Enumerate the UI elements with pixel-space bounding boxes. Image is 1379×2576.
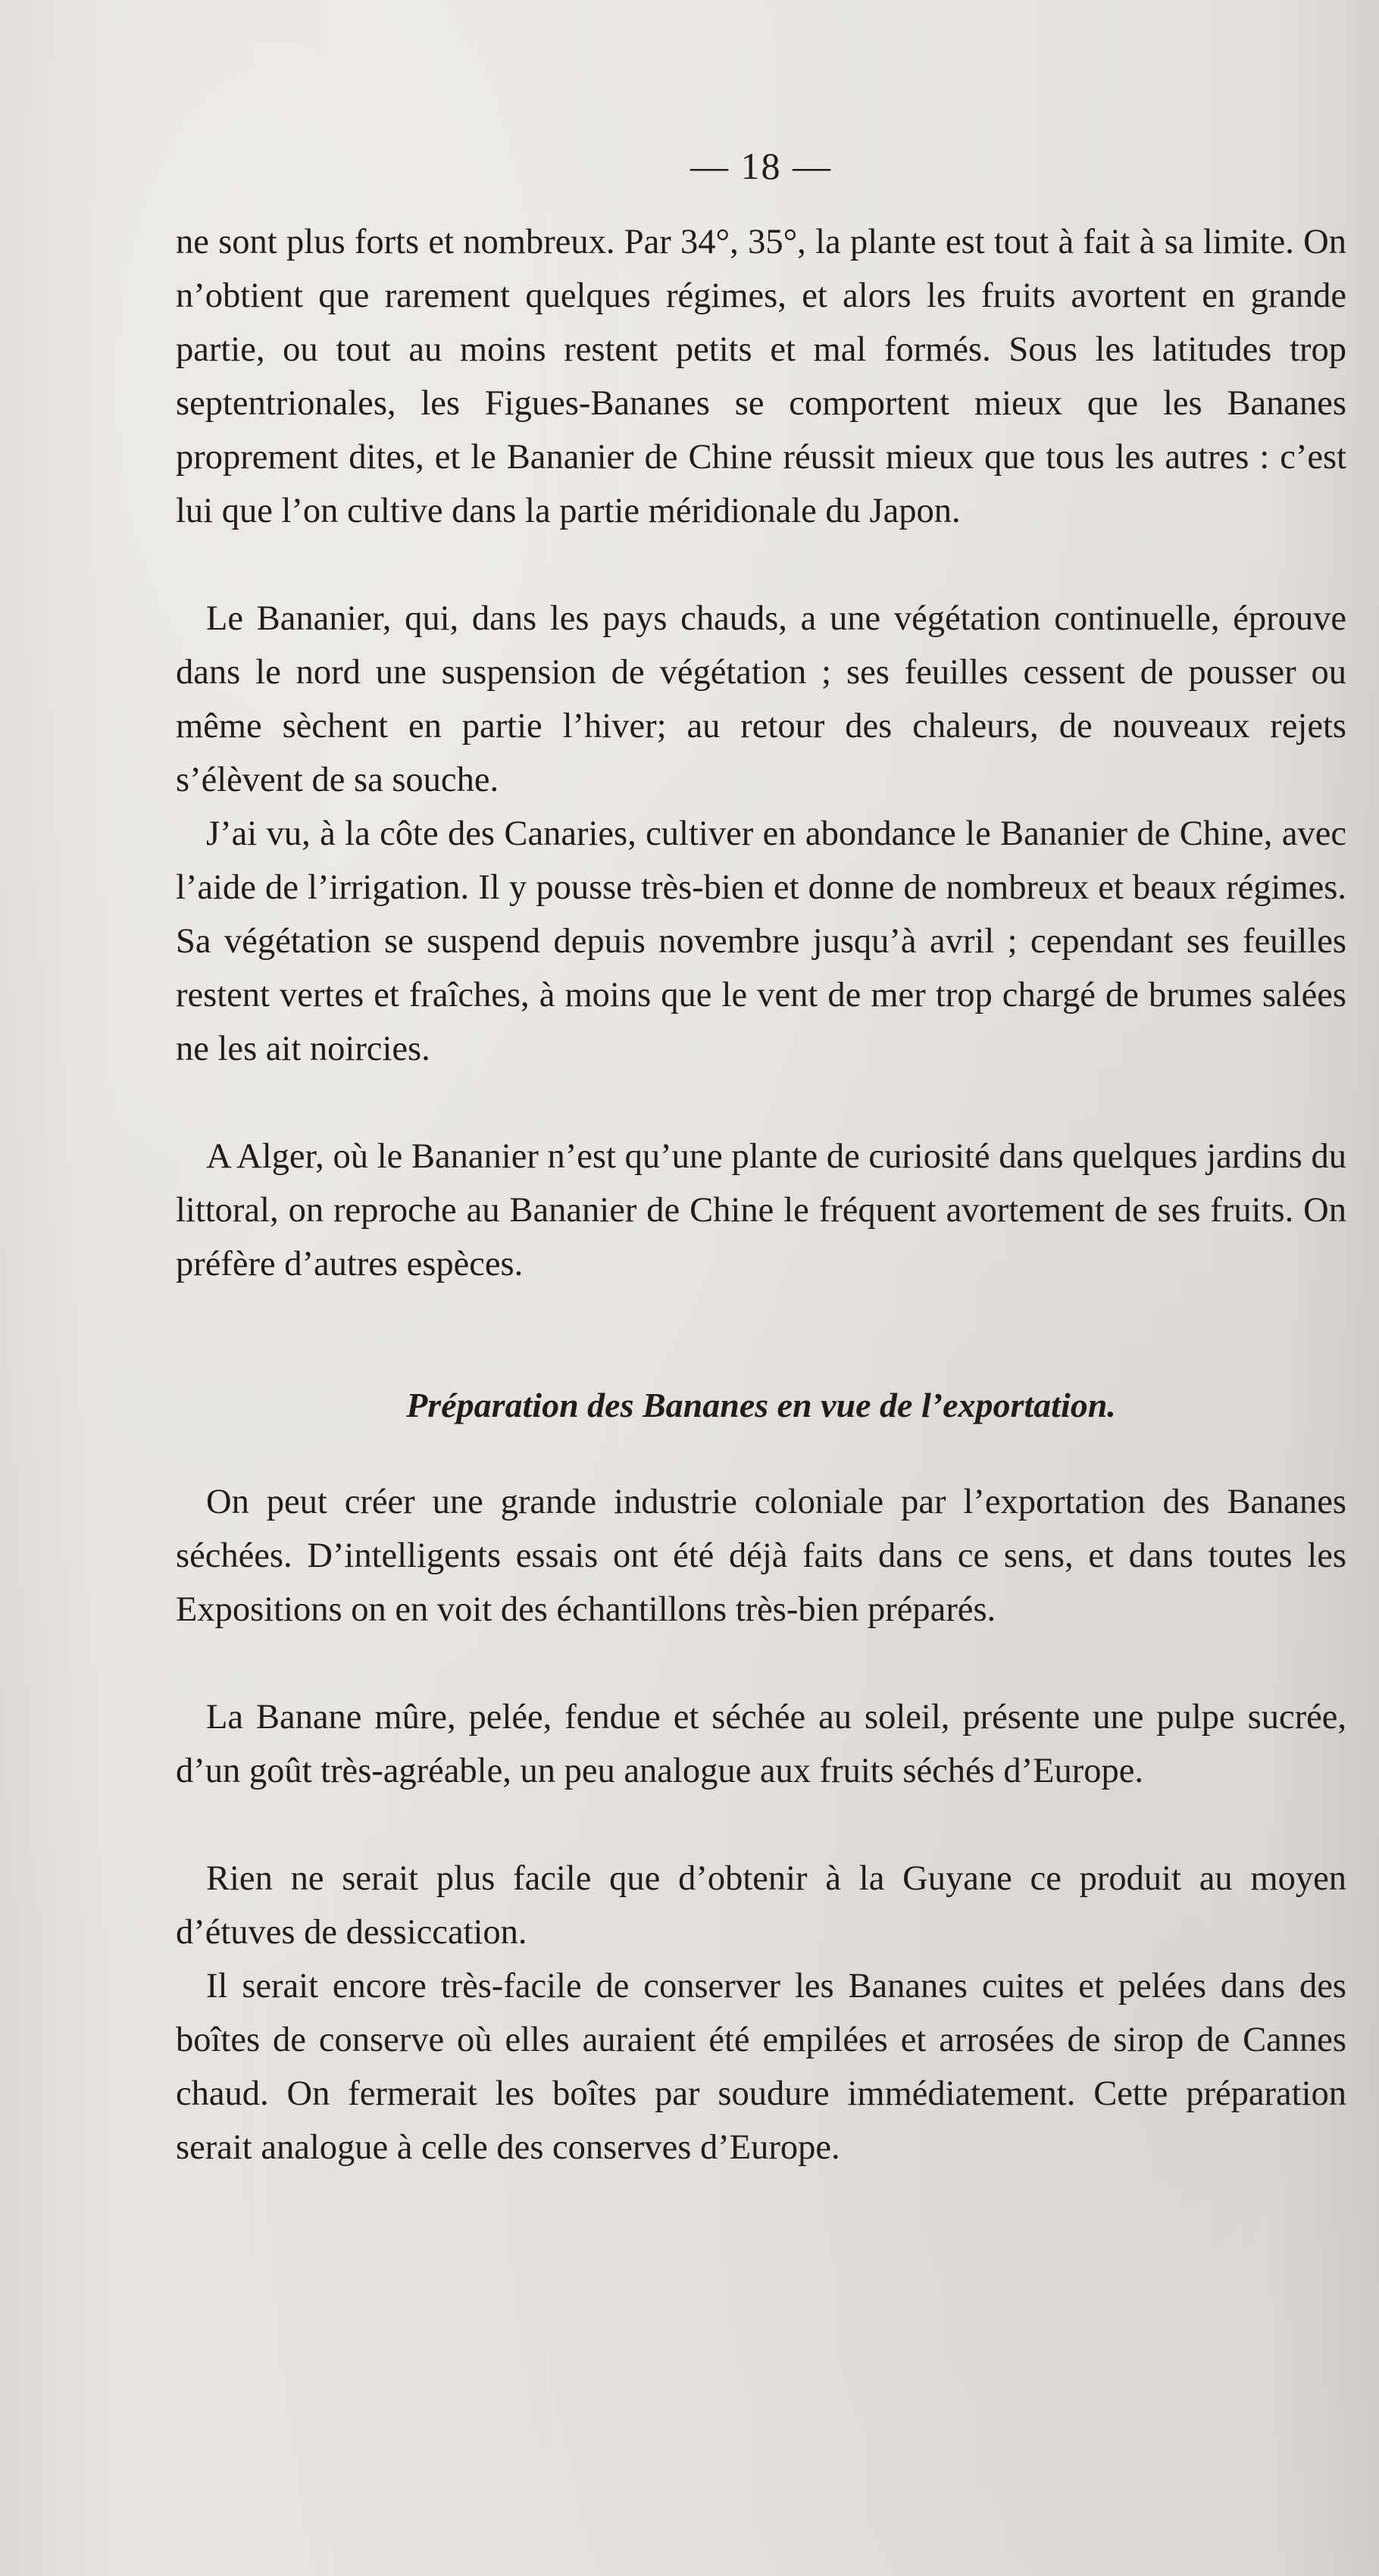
paragraph-canaries: J’ai vu, à la côte des Canaries, cultiver en abondance le Bananier de Chine, avec l’aide de l’irrigation. Il y pousse très-bien et donne de nombreux et beaux régimes. Sa végétation se suspend depuis novembre jusqu’à avril ; cependant ses feuilles restent vertes et fraîches, à moins que le vent de mer trop chargé de brumes salées ne les ait noircies. — [176, 814, 1346, 1068]
paragraph-conserves: Il serait encore très-facile de conserver les Bananes cuites et pelées dans des boîtes de conserve où elles auraient été empilées et arrosées de sirop de Cannes chaud. On fermerait les boîtes par soudure immédiatement. Cette préparation serait analogue à celle des conserves d’Europe. — [176, 1967, 1346, 2167]
book-page — [176, 0, 1346, 2576]
paragraph-alger: A Alger, où le Bananier n’est qu’une plante de curiosité dans quelques jardins du littoral, on reproche au Bananier de Chine le fréquent avortement de ses fruits. On préfère d’autres espèces. — [176, 1137, 1346, 1283]
paragraph-opening: ne sont plus forts et nombreux. Par 34°, 35°, la plante est tout à fait à sa limite. On n’obtient que rarement quelques régimes, et alors les fruits avortent en grande partie, ou tout au moins restent petits et mal formés. Sous les latitudes trop septentrionales, les Figues-Bananes se comportent mieux que les Bananes proprement dites, et le Bananier de Chine réussit mieux que tous les autres : c’est lui que l’on cultive dans la partie méridionale du Japon. — [176, 223, 1346, 530]
page-number: — 18 — — [690, 145, 832, 187]
section-heading: Préparation des Bananes en vue de l’exportation. — [406, 1386, 1116, 1424]
paragraph-bananier-nord: Le Bananier, qui, dans les pays chauds, a une végétation continuelle, éprouve dans le nord une suspension de végétation ; ses feuilles cessent de pousser ou même sèchent en partie l’hiver; au retour des chaleurs, de nouveaux rejets s’élèvent de sa souche. — [176, 599, 1346, 799]
paragraph-banane-mure: La Banane mûre, pelée, fendue et séchée au soleil, présente une pulpe sucrée, d’un goût très-agréable, un peu analogue aux fruits séchés d’Europe. — [176, 1698, 1346, 1790]
paragraph-industrie: On peut créer une grande industrie coloniale par l’exportation des Bananes séchées. D’intelligents essais ont été déjà faits dans ce sens, et dans toutes les Expositions on en voit des échantillons très-bien préparés. — [176, 1483, 1346, 1629]
paragraph-guyane: Rien ne serait plus facile que d’obtenir à la Guyane ce produit au moyen d’étuves de dessiccation. — [176, 1859, 1346, 1952]
